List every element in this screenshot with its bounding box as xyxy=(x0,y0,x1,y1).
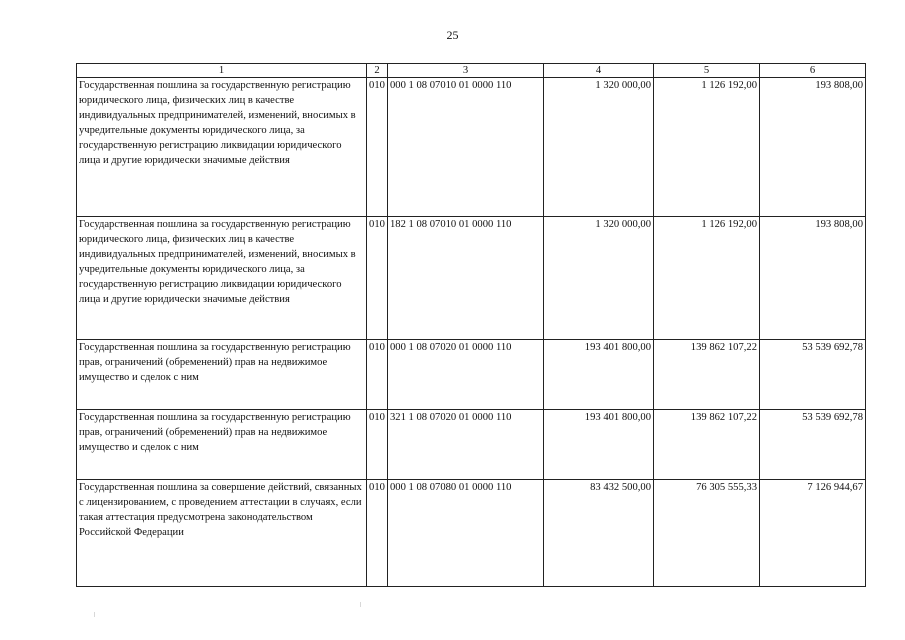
cell-value-4: 1 320 000,00 xyxy=(544,217,654,340)
cell-value-6: 53 539 692,78 xyxy=(760,340,866,410)
cell-admin-code: 010 xyxy=(367,78,388,217)
table-row xyxy=(77,217,866,340)
cell-classification-code: 000 1 08 07010 01 0000 110 xyxy=(388,78,544,217)
cell-value-4: 83 432 500,00 xyxy=(544,480,654,587)
table-row xyxy=(77,480,866,587)
cell-admin-code: 010 xyxy=(367,217,388,340)
cell-name: Государственная пошлина за совершение действий, связанных с лицензированием, с проведением аттестации в случаях, если такая аттестация предусмотрена законодательством Российской Федерации xyxy=(77,480,367,587)
column-header-4: 4 xyxy=(544,64,654,78)
page-number: 25 xyxy=(446,28,459,42)
cell-value-5: 1 126 192,00 xyxy=(654,217,760,340)
cell-name: Государственная пошлина за государственную регистрацию юридического лица, физических лиц в качестве индивидуальных предпринимателей, изменений, вносимых в учредительные документы юридического лица, за государственную регистрацию ликвидации юридического лица и другие юридически значимые действия xyxy=(77,78,367,217)
scan-speck xyxy=(360,602,361,607)
table-row xyxy=(77,78,866,217)
cell-admin-code: 010 xyxy=(367,340,388,410)
cell-classification-code: 321 1 08 07020 01 0000 110 xyxy=(388,410,544,480)
cell-value-5: 139 862 107,22 xyxy=(654,340,760,410)
budget-table xyxy=(76,63,866,587)
cell-admin-code: 010 xyxy=(367,410,388,480)
cell-value-6: 193 808,00 xyxy=(760,217,866,340)
cell-name: Государственная пошлина за государственную регистрацию прав, ограничений (обременений) прав на недвижимое имущество и сделок с ним xyxy=(77,340,367,410)
column-header-6: 6 xyxy=(760,64,866,78)
cell-value-5: 1 126 192,00 xyxy=(654,78,760,217)
cell-name: Государственная пошлина за государственную регистрацию прав, ограничений (обременений) прав на недвижимое имущество и сделок с ним xyxy=(77,410,367,480)
cell-value-5: 76 305 555,33 xyxy=(654,480,760,587)
table-row xyxy=(77,410,866,480)
cell-name: Государственная пошлина за государственную регистрацию юридического лица, физических лиц в качестве индивидуальных предпринимателей, изменений, вносимых в учредительные документы юридического лица, за государственную регистрацию ликвидации юридического лица и другие юридически значимые действия xyxy=(77,217,367,340)
column-header-5: 5 xyxy=(654,64,760,78)
cell-admin-code: 010 xyxy=(367,480,388,587)
cell-value-4: 1 320 000,00 xyxy=(544,78,654,217)
column-header-3: 3 xyxy=(388,64,544,78)
cell-value-6: 53 539 692,78 xyxy=(760,410,866,480)
table-header-row xyxy=(77,64,866,78)
cell-classification-code: 000 1 08 07080 01 0000 110 xyxy=(388,480,544,587)
cell-value-5: 139 862 107,22 xyxy=(654,410,760,480)
cell-value-6: 7 126 944,67 xyxy=(760,480,866,587)
table-row xyxy=(77,340,866,410)
cell-value-6: 193 808,00 xyxy=(760,78,866,217)
cell-value-4: 193 401 800,00 xyxy=(544,340,654,410)
column-header-2: 2 xyxy=(367,64,388,78)
column-header-1: 1 xyxy=(77,64,367,78)
cell-value-4: 193 401 800,00 xyxy=(544,410,654,480)
cell-classification-code: 000 1 08 07020 01 0000 110 xyxy=(388,340,544,410)
scan-speck xyxy=(94,612,95,617)
cell-classification-code: 182 1 08 07010 01 0000 110 xyxy=(388,217,544,340)
